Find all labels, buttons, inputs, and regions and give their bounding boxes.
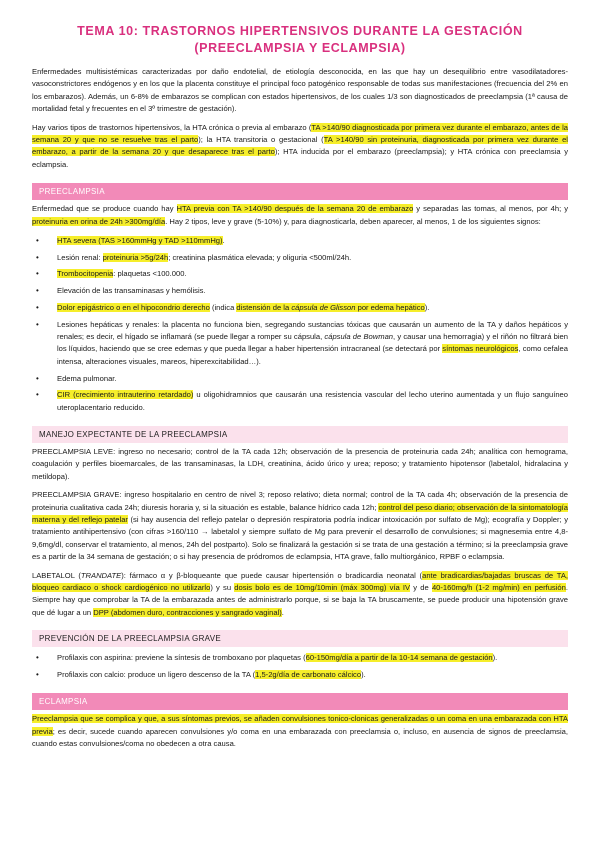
text-run: Edema pulmonar. bbox=[57, 373, 117, 383]
title-line-2: (PREECLAMPSIA Y ECLAMPSIA) bbox=[194, 41, 406, 55]
text-run: Elevación de las transaminasas y hemólisis. bbox=[57, 286, 206, 296]
list-item bbox=[32, 302, 568, 314]
list-item bbox=[32, 652, 568, 664]
intro-section bbox=[32, 66, 568, 171]
highlight: DPP (abdomen duro, contracciones y sangrado vaginal) bbox=[93, 607, 282, 617]
list-item bbox=[32, 389, 568, 414]
text-run: . Siempre hay que comprobar la TA de la embarazada antes de administrarlo porque, si se baja la TA bruscamente, se puede producir una hipotensión grave que dé lugar a un bbox=[32, 583, 568, 617]
text-run: y de bbox=[410, 583, 432, 593]
preeclampsia-definition bbox=[32, 203, 568, 228]
highlight: 60-150mg/día a partir de la 10-14 semana de gestación bbox=[305, 653, 493, 663]
highlight: proteinuria >5g/24h bbox=[102, 252, 169, 262]
highlight: HTA previa con TA >140/90 después de la semana 20 de embarazo bbox=[176, 204, 414, 214]
text-run: u oligohidramnios que causarán una resistencia vascular del lecho uterino aumentada y un flujo sanguíneo uteroplacentario reducido. bbox=[57, 390, 568, 412]
text-run: Profilaxis con calcio: produce un ligero descenso de la TA ( bbox=[57, 670, 256, 679]
bullet-icon: • bbox=[36, 319, 39, 329]
highlight bbox=[236, 303, 424, 312]
bullet-icon: • bbox=[36, 373, 39, 383]
list-item bbox=[32, 373, 568, 385]
highlight: TA >140/90 sin proteinuria, diagnosticada por primera vez durante el embarazo, a partir de la semana 20 y que desaparece tras el parto bbox=[32, 135, 568, 157]
prevencion-list bbox=[32, 652, 568, 681]
eclampsia-section bbox=[32, 693, 568, 750]
text-run: ) y su bbox=[210, 583, 235, 593]
text-run: . Hay 2 tipos, leve y grave (5-10%) y, para diagnosticarla, deben aparecer, al menos, 1 de los siguientes signos: bbox=[165, 216, 541, 226]
prevencion-section bbox=[32, 630, 568, 681]
italic-term: cápsula de Bowman bbox=[324, 331, 394, 341]
highlight: dosis bolo es de 10mg/10min (máx 300mg) vía IV bbox=[234, 583, 411, 593]
highlight: HTA severa (TAS >160mmHg y TAD >110mmHg) bbox=[57, 236, 223, 246]
italic-term: TRANDATE bbox=[80, 570, 122, 580]
bullet-icon: • bbox=[36, 390, 39, 400]
text-run: Lesiones hepáticas y renales: la placenta no funciona bien, segregando sustancias tóxicas que causarán un aumento de la TA y daños hepáticos y renales; es decir, el hígado se inflamará (se puede llegar a romper su cápsula, bbox=[57, 319, 568, 341]
highlight: control del peso diario; observación de la sintomatología materna y del reflejo patelar bbox=[32, 502, 568, 525]
labetalol-paragraph bbox=[32, 570, 568, 620]
section-header-prevencion: PREVENCIÓN DE LA PREECLAMPSIA GRAVE bbox=[32, 630, 568, 647]
preeclampsia-section bbox=[32, 183, 568, 414]
list-item bbox=[32, 235, 568, 247]
preeclampsia-grave-paragraph bbox=[32, 489, 568, 563]
bullet-icon: • bbox=[36, 252, 39, 262]
page-title bbox=[32, 0, 568, 57]
text-run: : plaquetas <100.000. bbox=[113, 269, 187, 279]
highlight: síntomas neurológicos bbox=[442, 344, 519, 354]
text-run: ); la HTA transitoria o gestacional ( bbox=[198, 135, 324, 145]
text-run: LABETALOL ( bbox=[32, 570, 81, 580]
highlight: Trombocitopenia bbox=[57, 269, 114, 279]
text-run: , como cefalea intensa, alteraciones visuales, mareos, hiperexcitabilidad…). bbox=[57, 344, 568, 366]
text-run: ; creatinina plasmática elevada; y oliguria <500ml/24h. bbox=[168, 252, 352, 262]
list-item bbox=[32, 669, 568, 681]
bullet-icon: • bbox=[36, 269, 39, 279]
bullet-icon: • bbox=[36, 653, 39, 663]
highlight: Preeclampsia que se complica y que, a sus síntomas previos, se añaden convulsiones tonico-clonicas generalizadas o un coma en una embarazada con HTA previa bbox=[32, 714, 568, 736]
signs-list bbox=[32, 235, 568, 414]
text-run: por edema hepático bbox=[355, 302, 425, 312]
list-item bbox=[32, 319, 568, 369]
eclampsia-definition bbox=[32, 713, 568, 750]
text-run: ): fármaco α y β-bloqueante que puede causar hipertensión o bradicardia neonatal ( bbox=[121, 570, 423, 580]
text-run: ; es decir, sucede cuando aparecen convulsiones y/o coma en una embarazada con preeclamsia o, incluso, en ausencia de signos de preeclamsia, cuando estas convulsiones/coma no obedecen a otra causa. bbox=[32, 726, 568, 749]
bullet-icon: • bbox=[36, 670, 39, 679]
text-run: (indica bbox=[209, 302, 237, 312]
bullet-icon: • bbox=[36, 286, 39, 296]
text-run: Profilaxis con aspirina: previene la síntesis de tromboxano por plaquetas ( bbox=[57, 653, 306, 663]
list-item bbox=[32, 285, 568, 297]
bullet-icon: • bbox=[36, 302, 39, 312]
section-header-manejo: MANEJO EXPECTANTE DE LA PREECLAMPSIA bbox=[32, 426, 568, 443]
text-run: ). bbox=[361, 670, 366, 679]
highlight: CIR (crecimiento intrauterino retardado) bbox=[57, 390, 194, 400]
list-item bbox=[32, 252, 568, 264]
preeclampsia-leve-paragraph: PREECLAMPSIA LEVE: ingreso no necesario; control de la TA cada 12h; observación de la presencia de proteinuria cada 24h; analítica con hemograma, coagulación y perfiles bioemarcales, de las transaminasas, la LDH, creatinina, ácido úrico y urea; reposo; y tratamiento hipotensor (labetalol, hidralacina y metildopa). bbox=[32, 447, 568, 481]
title-line-1: TEMA 10: TRASTORNOS HIPERTENSIVOS DURANTE LA GESTACIÓN bbox=[77, 24, 523, 38]
text-run: Hay varios tipos de trastornos hipertensivos, la HTA crónica o previa al embarazo ( bbox=[32, 122, 312, 132]
text-run: y separadas las tomas, al menos, por 4h; y bbox=[413, 204, 568, 214]
list-item bbox=[32, 268, 568, 280]
text-run: ); HTA inducida por el embarazo (preeclampsia); y HTA crónica con preeclamsia y eclampsia. bbox=[32, 147, 568, 169]
text-run: , y causar una hemorragia) y el riñón no filtrará bien los líquidos, haciendo que se cree edemas y que pueda llegar a haber hipertensión intracraneal (se detectará por bbox=[57, 331, 568, 354]
text-run: (si hay ausencia del reflejo patelar o depresión respiratoria podría indicar intoxicación por sulfato de Mg); ecografía y Doppler; y tratamiento antihipertensivo (con cifras >160/110 → labetalol y siempre sulfato de Mg para prevenir el desarrollo de convulsiones; si magnesemia entre 4,8-9,6mg/dl, conservar el tratamiento, al menos, 24h del postparto). Solo se finalizará la gestación si se trata de una gestación a término; si la preeclampsia grave es a partir de la 34 semana de gestación; o si hay presencia de pródromos de eclampsia, HTA grave, fallo multiorgánico, RPBF o eclampsia. bbox=[32, 515, 568, 562]
highlight: 1,5-2g/día de carbonato cálcico bbox=[255, 670, 362, 679]
italic-term: cápsula de Glisson bbox=[291, 302, 356, 312]
text-run: . bbox=[222, 236, 225, 246]
intro-paragraph-2 bbox=[32, 122, 568, 172]
text-run: ). bbox=[492, 653, 498, 663]
text-run: distensión de la bbox=[236, 302, 292, 312]
bullet-icon: • bbox=[36, 236, 39, 246]
text-run: . bbox=[281, 607, 284, 617]
highlight: Dolor epigástrico o en el hipocondrio derecho bbox=[57, 302, 210, 312]
highlight: TA >140/90 diagnosticada por primera vez durante el embarazo, antes de la semana 20 y que no se resuelve tras el parto bbox=[32, 122, 568, 145]
highlight: ante bradicardias/bajadas bruscas de TA, bloqueo cardiaco o shock cardiogénico no utilizarlo bbox=[32, 570, 568, 593]
manejo-section bbox=[32, 426, 568, 619]
highlight: proteinuria en orina de 24h >300mg/día bbox=[32, 216, 166, 226]
text-run: ). bbox=[424, 302, 430, 312]
text-run: Enfermedad que se produce cuando hay bbox=[32, 204, 177, 214]
intro-paragraph-1: Enfermedades multisistémicas caracterizadas por daño endotelial, de etiología desconocida, en las que hay un desequilibrio entre vasodilatadores-vasoconstrictores endógenos y en los que la placenta constituye el principal foco patogénico responsable de todas sus manifestaciones (frecuencia del 2% en los embarazos). Además, un 6-8% de embarazos se complican con estados hipertensivos, de los cuales 1/3 son diagnosticados de preeclampsia (1ª causa de mortalidad fetal y frecuentes en el 3º trimestre de gestación). bbox=[32, 67, 568, 114]
text-run: Lesión renal: bbox=[57, 252, 103, 262]
section-header-eclampsia: ECLAMPSIA bbox=[32, 693, 568, 710]
text-run: PREECLAMPSIA GRAVE: ingreso hospitalario en centro de nivel 3; reposo relativo; dieta normal; control de la TA cada 4h; observación de la presencia de proteinuria cualitativa cada 24h; diuresis horaria y, si la situación es estable, balance hídrico cada 12h; bbox=[32, 490, 568, 512]
section-header-preeclampsia: PREECLAMPSIA bbox=[32, 183, 568, 200]
highlight: 40-160mg/h (1-2 mg/min) en perfusión bbox=[431, 583, 566, 593]
